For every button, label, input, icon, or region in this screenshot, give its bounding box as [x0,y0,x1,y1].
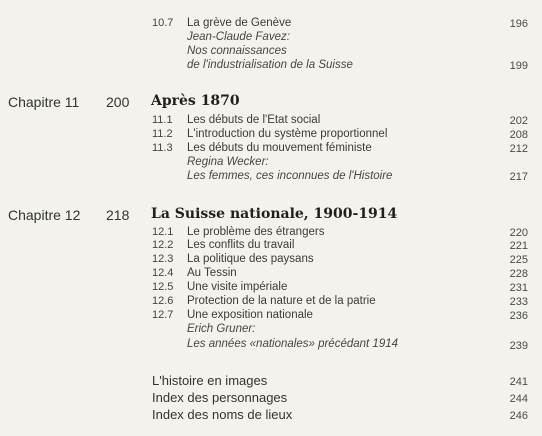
chapter-title: La Suisse nationale, 1900-1914 [151,206,398,222]
page-number: 246 [509,410,528,422]
back-matter-title: Index des noms de lieux [152,407,293,422]
section-number: 12.3 [152,253,174,265]
chapter-start-page: 200 [106,94,130,110]
essay-author: Jean-Claude Favez: [187,31,290,43]
essay-title: Les années «nationales» précédant 1914 [187,338,399,350]
back-matter-title: L'histoire en images [152,373,268,388]
section-title: La grève de Genève [187,17,292,29]
essay-title-line2: de l'industrialisation de la Suisse [187,59,353,71]
page-number: 236 [509,310,528,322]
section-title: La politique des paysans [187,253,314,265]
section-title: Le problème des étrangers [187,226,325,238]
section-number: 12.5 [152,281,174,293]
essay-title-line1: Nos connaissances [187,45,287,57]
essay-author: Erich Gruner: [187,323,256,335]
page-number: 212 [509,143,528,155]
chapter-title: Après 1870 [151,93,240,109]
page-number: 217 [509,171,528,183]
section-number: 10.7 [152,17,174,29]
section-title: L'introduction du système proportionnel [187,128,388,140]
page-number: 202 [509,115,528,127]
page-number: 239 [509,340,528,352]
section-title: Protection de la nature et de la patrie [187,295,376,307]
section-title: Les débuts de l'Etat social [187,114,321,126]
page-number: 241 [509,376,528,388]
section-title: Une visite impériale [187,281,288,293]
page-number: 233 [509,296,528,308]
page-number: 231 [509,282,528,294]
section-number: 11.2 [152,128,173,140]
section-title: Une exposition nationale [187,309,313,321]
section-title: Les débuts du mouvement féministe [187,142,372,154]
essay-title: Les femmes, ces inconnues de l'Histoire [187,170,393,182]
chapter-start-page: 218 [106,207,130,223]
essay-author: Regina Wecker: [187,156,269,168]
page-number: 221 [509,240,528,252]
section-number: 12.1 [152,226,174,238]
page-number: 244 [509,393,528,405]
chapter-label: Chapitre 12 [8,207,81,223]
page-number: 228 [509,268,528,280]
page-number: 225 [509,254,528,266]
page-number: 199 [509,60,528,72]
section-number: 11.1 [152,114,173,126]
section-title: Les conflits du travail [187,239,295,251]
section-number: 12.6 [152,295,174,307]
section-number: 12.7 [152,309,174,321]
section-number: 12.2 [152,239,174,251]
back-matter-title: Index des personnages [152,390,288,405]
page-number: 220 [509,227,528,239]
section-title: Au Tessin [187,267,237,279]
page-number: 196 [509,18,528,30]
page-number: 208 [509,129,528,141]
section-number: 12.4 [152,267,174,279]
section-number: 11.3 [152,142,173,154]
chapter-label: Chapitre 11 [8,94,80,110]
